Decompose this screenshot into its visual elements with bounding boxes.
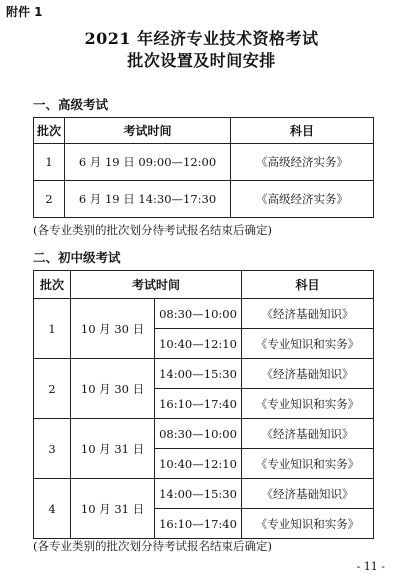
date-cell: 10 月 31 日 xyxy=(71,479,155,539)
batch-cell: 1 xyxy=(34,299,71,359)
page-title-line2: 批次设置及时间安排 xyxy=(127,51,276,70)
header-batch: 批次 xyxy=(34,118,65,144)
subject-cell: 《经济基础知识》 xyxy=(242,479,374,509)
subject-cell: 《经济基础知识》 xyxy=(242,419,374,449)
header-exam-time: 考试时间 xyxy=(71,271,242,299)
time-cell: 08:30—10:00 xyxy=(155,299,242,329)
header-subject: 科目 xyxy=(231,118,374,144)
batch-cell: 2 xyxy=(34,359,71,419)
time-cell: 10:40—12:10 xyxy=(155,449,242,479)
header-subject: 科目 xyxy=(242,271,374,299)
table-row xyxy=(34,299,374,329)
table-row xyxy=(34,359,374,389)
table-row xyxy=(34,144,374,181)
junior-exam-note: (各专业类别的批次划分待考试报名结束后确定) xyxy=(33,539,272,553)
subject-cell: 《专业知识和实务》 xyxy=(242,389,374,419)
subject-cell: 《专业知识和实务》 xyxy=(242,449,374,479)
subject-cell: 《专业知识和实务》 xyxy=(242,509,374,539)
time-cell: 6 月 19 日 14:30—17:30 xyxy=(65,181,231,218)
date-cell: 10 月 30 日 xyxy=(71,359,155,419)
batch-cell: 1 xyxy=(34,144,65,181)
batch-cell: 3 xyxy=(34,419,71,479)
senior-exam-table xyxy=(33,117,374,218)
time-cell: 08:30—10:00 xyxy=(155,419,242,449)
table-row xyxy=(34,479,374,509)
junior-exam-table xyxy=(33,270,374,539)
header-batch: 批次 xyxy=(34,271,71,299)
time-cell: 10:40—12:10 xyxy=(155,329,242,359)
batch-cell: 2 xyxy=(34,181,65,218)
junior-exam-heading: 二、初中级考试 xyxy=(33,250,121,265)
batch-cell: 4 xyxy=(34,479,71,539)
time-cell: 16:10—17:40 xyxy=(155,389,242,419)
page-number: - 11 - xyxy=(356,560,385,573)
date-cell: 10 月 30 日 xyxy=(71,299,155,359)
header-exam-time: 考试时间 xyxy=(65,118,231,144)
page-title-line1: 2021 年经济专业技术资格考试 xyxy=(84,29,319,48)
senior-exam-heading: 一、高级考试 xyxy=(33,97,109,112)
table-row xyxy=(34,181,374,218)
time-cell: 14:00—15:30 xyxy=(155,479,242,509)
subject-cell: 《高级经济实务》 xyxy=(231,181,374,218)
time-cell: 14:00—15:30 xyxy=(155,359,242,389)
subject-cell: 《经济基础知识》 xyxy=(242,299,374,329)
subject-cell: 《经济基础知识》 xyxy=(242,359,374,389)
attachment-label: 附件 1 xyxy=(6,5,43,19)
senior-exam-note: (各专业类别的批次划分待考试报名结束后确定) xyxy=(33,223,272,237)
subject-cell: 《高级经济实务》 xyxy=(231,144,374,181)
time-cell: 16:10—17:40 xyxy=(155,509,242,539)
table-row xyxy=(34,419,374,449)
date-cell: 10 月 31 日 xyxy=(71,419,155,479)
time-cell: 6 月 19 日 09:00—12:00 xyxy=(65,144,231,181)
subject-cell: 《专业知识和实务》 xyxy=(242,329,374,359)
